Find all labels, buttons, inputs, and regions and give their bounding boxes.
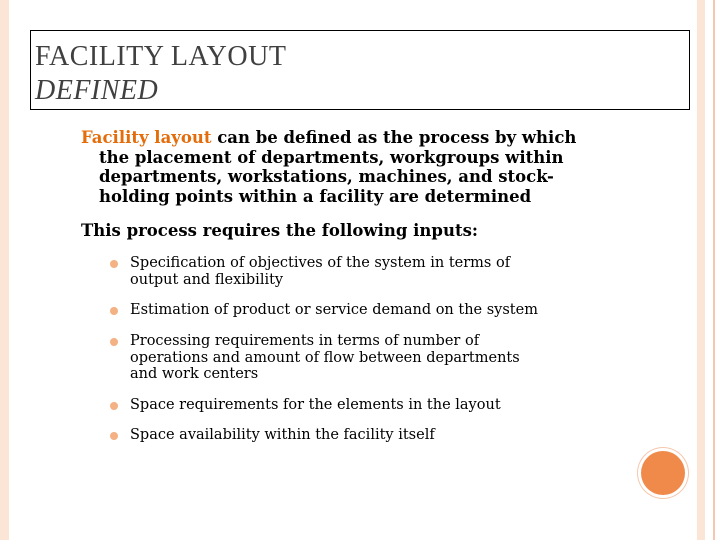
definition-term: Facility layout [81,128,212,147]
bullet-dot-icon [110,307,118,315]
definition-line-1 [81,128,671,148]
decorative-circle [641,451,685,495]
bullet-text [130,333,680,383]
bullet-line: output and flexibility [130,271,284,288]
bullet-line: Estimation of product or service demand on the system [130,302,538,318]
definition-paragraph [81,128,671,206]
bullet-line: and work centers [130,366,259,382]
bullet-text [130,397,680,414]
bullet-dot-icon [110,260,118,268]
bullet-line: Processing requirements in terms of number of [130,333,480,349]
definition-line-4: holding points within a facility are determined [99,186,532,206]
inputs-intro: This process requires the following inputs: [81,221,478,240]
bullet-dot-icon [110,402,118,410]
bullet-text [130,427,680,444]
slide-title-line1: FACILITY LAYOUT [35,41,287,72]
bullet-text [130,255,680,288]
definition-line-2: the placement of departments, workgroups within [99,147,564,167]
bullet-text [130,302,680,319]
definition-line-1-rest: can be defined as the process by which [211,128,577,147]
slide-title-line2: DEFINED [35,75,159,106]
bullet-line: Space availability within the facility itself [130,427,435,443]
left-decorative-stripe [0,0,9,540]
bullet-line: Specification of objectives of the system in terms of [130,255,511,271]
bullet-line: Space requirements for the elements in the layout [130,397,501,413]
bullet-dot-icon [110,338,118,346]
right-decorative-line [713,0,715,540]
right-decorative-stripe [697,0,705,540]
definition-line-3: departments, workstations, machines, and stock- [99,167,554,186]
bullet-dot-icon [110,432,118,440]
title-box [30,30,690,110]
bullet-line: operations and amount of flow between departments [130,349,520,366]
